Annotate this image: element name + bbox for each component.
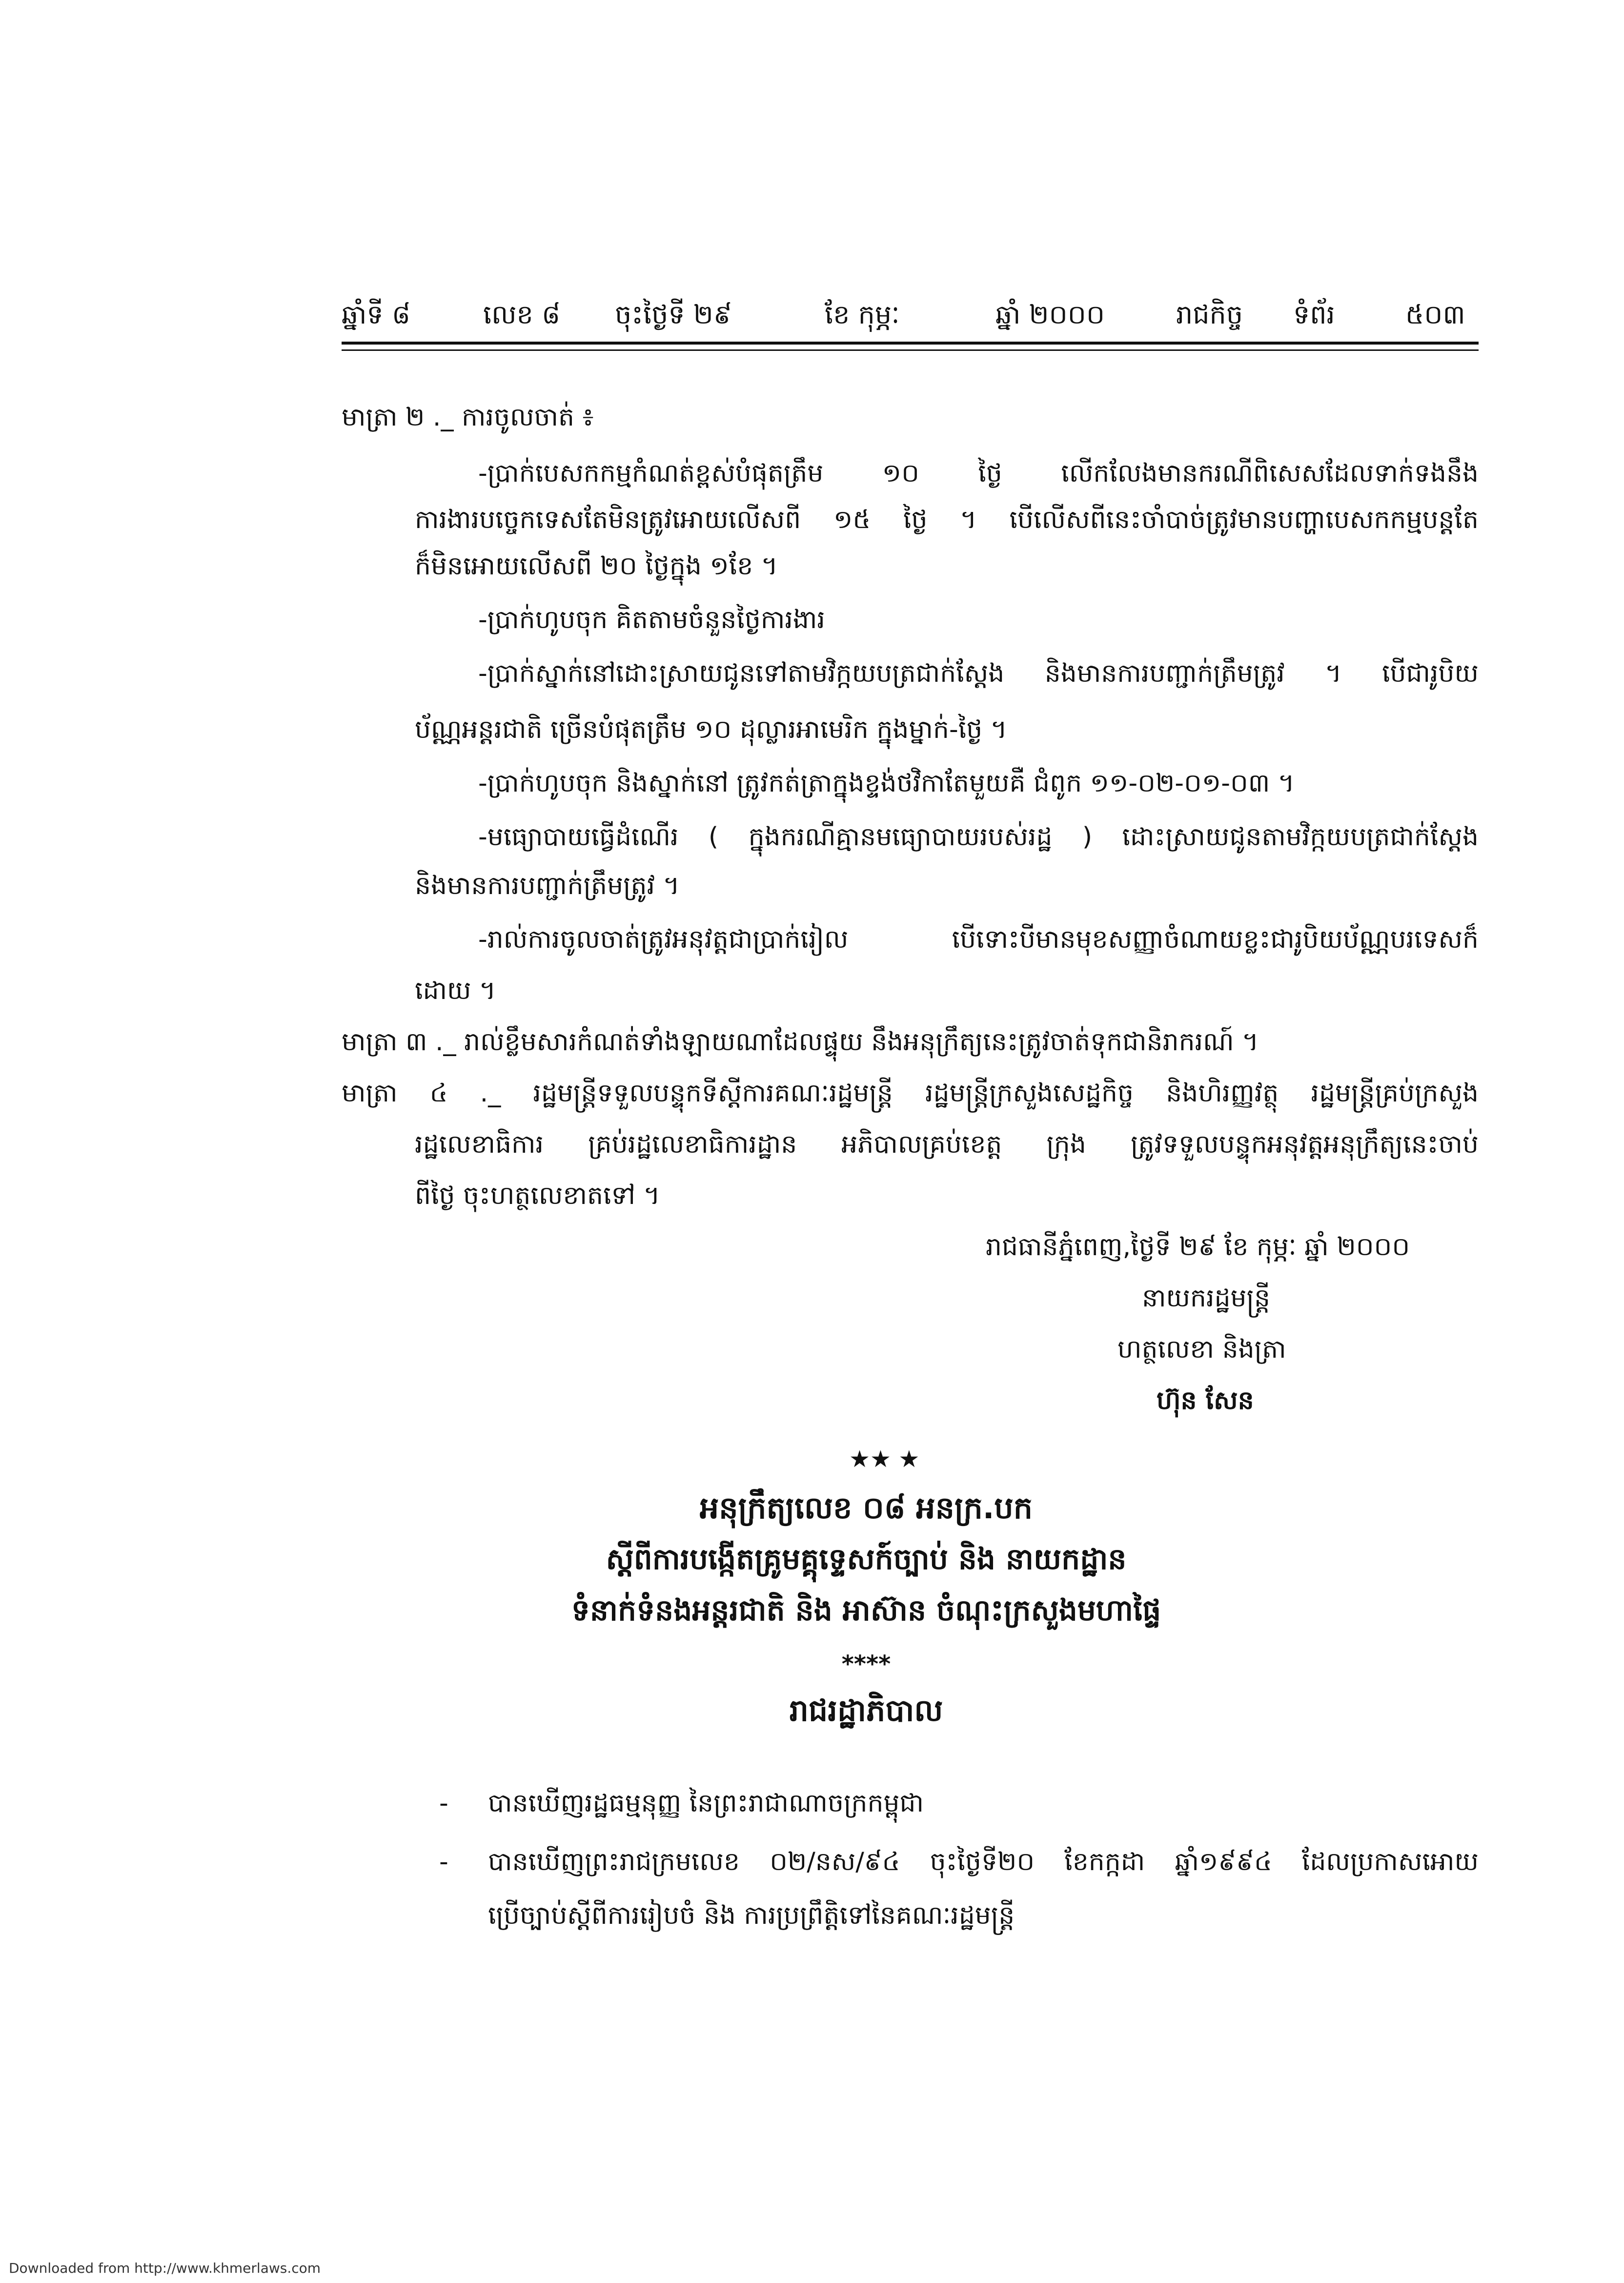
decree-government: រាជរដ្ឋាភិបាល (789, 1692, 943, 1728)
article2-line: ប័ណ្ណអន្តរជាតិ ច្រើនបំផុតត្រឹម ១០ ដុល្លារអាមេរិក ក្នុងម្នាក់-ថ្ងៃ ។ (415, 715, 1008, 744)
recital-dash: - (439, 1847, 448, 1876)
header-year: ឆ្នាំ ២០០០ (995, 299, 1105, 330)
header-gazette: រាជកិច្ច (1176, 299, 1243, 330)
article3-text: មាត្រា ៣ ._ រាល់ខ្លឹមសារកំណត់ទាំងឡាយណាដែលផ្ទុយ នឹងអនុក្រឹត្យនេះត្រូវចាត់ទុកជានិរាករណ៍ ។ (342, 1027, 1259, 1057)
article2-line: -ប្រាក់ហូបចុក គិតតាមចំនួនថ្ងៃការងារ (478, 605, 825, 634)
separator-stars: ★★ ★ (849, 1446, 920, 1473)
article2-line: -ប្រាក់ហូបចុក និងស្នាក់នៅ ត្រូវកត់ត្រាក្នុងខ្ទង់ថវិកាតែមួយគឺ ជំពូក ១១-០២-០១-០៣ ។ (478, 769, 1295, 798)
header-issue-no: លេខ ៨ (483, 299, 561, 330)
header-year-no: ឆ្នាំទី ៨ (342, 299, 411, 330)
signature-title: នាយករដ្ឋមន្ត្រី (1142, 1284, 1271, 1313)
recital-line: បានឃើញព្រះរាជក្រមលេខ ០២/នស/៩៤ ចុះថ្ងៃទី២០ ខែកក្កដា ឆ្នាំ១៩៩៤ ដែលប្រកាសអោយ (488, 1847, 1479, 1876)
header-page-no: ៥០៣ (1405, 299, 1465, 330)
signature-sign-line: ហត្ថលេខា និងត្រា (1117, 1335, 1286, 1364)
decree-subject-1: ស្តីពីការបង្កើតគ្រូមគ្គុទ្ទេសក៍ច្បាប់ និង នាយកដ្ឋាន (606, 1542, 1127, 1576)
download-footer: Downloaded from http://www.khmerlaws.com (9, 2260, 321, 2276)
header-page-label: ទំព័រ (1293, 299, 1335, 330)
signature-place-date: រាជធានីភ្នំពេញ,ថ្ងៃទី ២៩ ខែ កុម្ភៈ ឆ្នាំ ២០០០ (986, 1232, 1410, 1262)
header-rule (342, 342, 1479, 345)
header-month: ខែ កុម្ភៈ (825, 299, 900, 330)
article2-line: -រាល់ការចូលចាត់ត្រូវអនុវត្តជាប្រាក់រៀល បើទោះបីមានមុខសញ្ញាចំណាយខ្លះជារូបិយប័ណ្ណបរទេសក៏ (478, 925, 1479, 954)
decree-stars: **** (841, 1651, 891, 1678)
article2-line: និងមានការបញ្ជាក់ត្រឹមត្រូវ ។ (415, 871, 680, 900)
recital-dash: - (439, 1789, 448, 1818)
gazette-header (342, 295, 1479, 334)
article2-line: ដោយ ។ (415, 976, 496, 1005)
article4-line: ពីថ្ងៃ ចុះហត្ថលេខាតទៅ ។ (415, 1181, 660, 1210)
article2-heading: មាត្រា ២ ._ ការចូលចាត់ ៖ (342, 403, 594, 432)
article4-line: រដ្ឋលេខាធិការ គ្រប់រដ្ឋលេខាធិការដ្ឋាន អភិបាលគ្រប់ខេត្ត ក្រុង ត្រូវទទួលបន្ទុកអនុវត្តអនុក្រឹត្យនេះចាប់ (415, 1130, 1479, 1159)
article2-line: -មធ្យោបាយធ្វើដំណើរ ( ក្នុងករណីគ្មានមធ្យោបាយរបស់រដ្ឋ ) ដោះស្រាយជូនតាមវិក្កយបត្រជាក់ស្តែង (478, 822, 1479, 852)
recital-line: បានឃើញរដ្ឋធម្មនុញ្ញ នៃព្រះរាជាណាចក្រកម្ពុជា (488, 1789, 924, 1818)
recital-line: ប្រើច្បាប់ស្តីពីការរៀបចំ និង ការប្រព្រឹត្តិទៅនៃគណៈរដ្ឋមន្ត្រី (488, 1901, 1015, 1930)
header-date-day: ចុះថ្ងៃទី ២៩ (615, 299, 732, 330)
decree-subject-2: ទំនាក់ទំនងអន្តរជាតិ និង អាស៊ាន ចំណុះក្រសួងមហាផ្ទៃ (571, 1593, 1161, 1628)
signature-name: ហ៊ុន សែន (1157, 1386, 1254, 1415)
article2-line: ការងារបច្ចេកទេសតែមិនត្រូវអោយលើសពី ១៥ ថ្ងៃ ។ បើលើសពីនេះចាំបាច់ត្រូវមានបញ្ហាបេសកកម្មបន្តតែ (415, 505, 1479, 534)
decree-number: អនុក្រឹត្យលេខ ០៨ អនក្រ.បក (699, 1490, 1033, 1526)
article2-line: -ប្រាក់ស្នាក់នៅដោះស្រាយជូនទៅតាមវិក្កយបត្រជាក់ស្តែង និងមានការបញ្ជាក់ត្រឹមត្រូវ ។ បើជារូបិយ (478, 659, 1479, 688)
article2-line: ក៏មិនអោយលើសពី ២០ ថ្ងៃក្នុង ១ខែ ។ (415, 551, 778, 581)
header-rule-thin (342, 349, 1479, 351)
article2-line: -ប្រាក់បេសកកម្មកំណត់ខ្ពស់បំផុតត្រឹម ១០ ថ្ងៃ លើកលែងមានករណីពិសេសដែលទាក់ទងនឹង (478, 459, 1479, 488)
article4-line: មាត្រា ៤ ._ រដ្ឋមន្ត្រីទទួលបន្ទុកទីស្តីការគណៈរដ្ឋមន្ត្រី រដ្ឋមន្ត្រីក្រសួងសេដ្ឋកិច្ច និងហិរញ្ញវត្ថុ រដ្ឋមន្ត្រីគ្រប់ក្រសួង (342, 1079, 1479, 1108)
